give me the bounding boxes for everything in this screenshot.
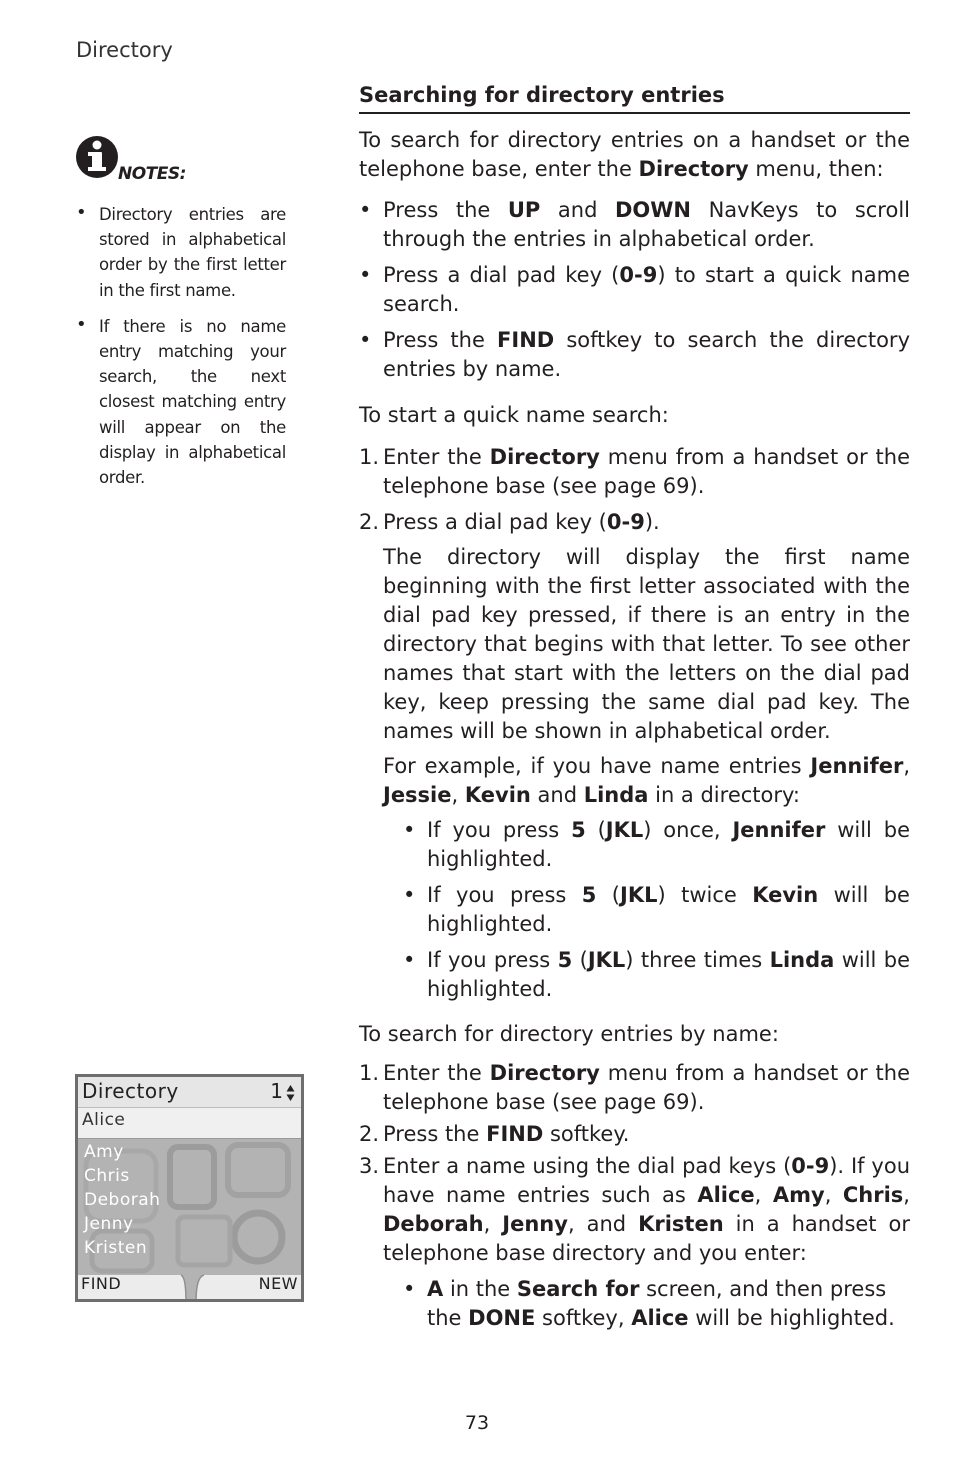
new-softkey: NEW <box>258 1274 298 1293</box>
running-head: Directory <box>76 38 173 62</box>
quick-example: • If you press 5 (JKL) twice Kevin will be highlighted. <box>403 881 910 939</box>
intro-bullet-list <box>359 196 910 384</box>
screen-entry-count: 1 <box>270 1079 283 1103</box>
screen-entry: Kristen <box>84 1238 148 1258</box>
find-softkey: FIND <box>81 1274 122 1293</box>
info-icon <box>76 136 118 178</box>
quick-example: • If you press 5 (JKL) once, Jennifer will be highlighted. <box>403 816 910 874</box>
notes-label: NOTES: <box>118 164 186 184</box>
name-example: • A in the Search for screen, and then press the DONE softkey, Alice will be highlighted. <box>403 1275 910 1333</box>
quick-search-intro: To start a quick name search: <box>359 403 669 427</box>
name-example-list <box>359 1275 910 1333</box>
note-item: • Directory entries are stored in alphabetical order by the first letter in the first name. <box>76 202 286 303</box>
intro-bullet: • Press the UP and DOWN NavKeys to scroll through the entries in alphabetical order. <box>359 196 910 254</box>
name-step: 1. Enter the Directory menu from a handset or the telephone base (see page 69). <box>359 1061 910 1114</box>
highlighted-entry <box>78 1108 301 1139</box>
screen-entry: Jenny <box>84 1214 134 1234</box>
screen-title: Directory <box>82 1079 179 1103</box>
up-down-arrows-icon <box>286 1084 295 1106</box>
note-item: • If there is no name entry matching your search, the next closest matching entry will appear on the display in alphabetical order. <box>76 314 286 490</box>
quick-step: 2. Press a dial pad key (0-9). The directory will display the first name beginning with the first letter associated with the dial pad key pressed, if there is an entry in the directory that begins with that letter. To see other names that start with the letters on the dial pad key, keep pressing the same dial pad key. The names will be shown in alphabetical order. For example, if you have name entries Jennifer, Jessie, Kevin and Linda in a directory: <box>359 508 910 810</box>
quick-step-detail: The directory will display the first name beginning with the first letter associated with the dial pad key pressed, if there is an entry in the directory that begins with that letter. To see other names that start with the letters on the dial pad key, keep pressing the same dial pad key. The names will be shown in alphabetical order. <box>383 545 910 743</box>
quick-step-example-intro: For example, if you have name entries Jennifer, Jessie, Kevin and Linda in a directory: <box>383 754 910 807</box>
screen-entry: Amy <box>84 1142 124 1162</box>
screen-entry-list <box>84 1140 160 1260</box>
notes-list <box>76 202 286 501</box>
intro-bullet: • Press a dial pad key (0-9) to start a quick name search. <box>359 261 910 319</box>
screen-title-bar <box>78 1077 301 1107</box>
name-step: 2. Press the FIND softkey. <box>359 1122 630 1146</box>
intro-bullet: • Press the FIND softkey to search the directory entries by name. <box>359 326 910 384</box>
intro-paragraph: To search for directory entries on a handset or the telephone base, enter the Directory menu, then: <box>359 128 910 181</box>
quick-step: 1. Enter the Directory menu from a handset or the telephone base (see page 69). <box>359 445 910 498</box>
quick-example: • If you press 5 (JKL) three times Linda will be highlighted. <box>403 946 910 1004</box>
name-step: 3. Enter a name using the dial pad keys (0-9). If you have name entries such as Alice, Amy, Chris, Deborah, Jenny, and Kristen in a handset or telephone base directory and you enter: <box>359 1154 911 1265</box>
main-content <box>359 80 910 1333</box>
handset-screen <box>75 1074 304 1302</box>
highlighted-entry-label: Alice <box>82 1110 126 1130</box>
name-search-steps <box>359 1059 910 1268</box>
quick-search-steps <box>359 443 910 810</box>
page-number: 73 <box>464 1412 490 1434</box>
screen-entry: Chris <box>84 1166 130 1186</box>
section-heading: Searching for directory entries <box>359 80 910 114</box>
screen-entry: Deborah <box>84 1190 161 1210</box>
quick-example-list <box>359 816 910 1004</box>
name-search-intro: To search for directory entries by name: <box>359 1022 779 1046</box>
